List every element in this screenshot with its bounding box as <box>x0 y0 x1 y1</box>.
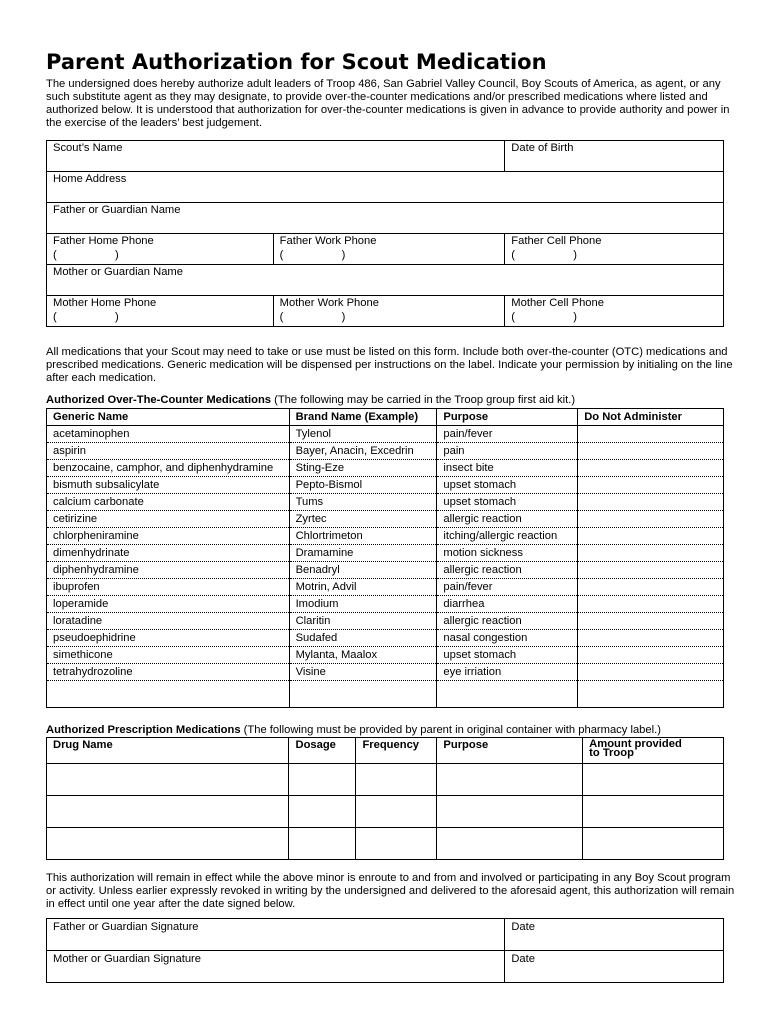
frequency-cell[interactable] <box>356 764 437 796</box>
mother-work-phone-field[interactable]: Mother Work Phone ( ) <box>273 296 505 327</box>
table-row <box>47 579 724 596</box>
table-row <box>47 528 724 545</box>
do-not-administer-cell[interactable] <box>578 664 724 681</box>
purpose-cell: itching/allergic reaction <box>437 528 578 545</box>
dosage-cell[interactable] <box>289 764 356 796</box>
otc-medications-table <box>46 408 724 708</box>
brand-name-cell: Pepto-Bismol <box>289 477 437 494</box>
table-row <box>47 764 724 796</box>
column-header: Frequency <box>356 738 437 764</box>
intro-paragraph: The undersigned does hereby authorize adult leaders of Troop 486, San Gabriel Valley Council, Boy Scouts of America, as agent, or any such substitute agent as they may designate, to provide over-the-counter medications and/or prescribed medications where listed and authorized below. It is understood that authorization for over-the-counter medications is given in advance to provide authority and power in the exercise of the leaders’ best judgement. <box>46 78 730 129</box>
table-row <box>47 828 724 860</box>
medications-note: All medications that your Scout may need to take or use must be listed on this form. Include both over-the-counter (OTC) medications and prescribed medications. Generic medication will be dispensed per instructions on the label. Indicate your permission by initialing on the line after each medication. <box>46 346 733 384</box>
amount-cell[interactable] <box>583 828 724 860</box>
drug-name-cell[interactable] <box>47 796 289 828</box>
purpose-cell: allergic reaction <box>437 613 578 630</box>
do-not-administer-cell[interactable] <box>578 460 724 477</box>
do-not-administer-cell[interactable] <box>578 494 724 511</box>
drug-name-cell[interactable] <box>47 764 289 796</box>
generic-name-cell: loperamide <box>47 596 290 613</box>
generic-name-cell: loratadine <box>47 613 290 630</box>
do-not-administer-cell[interactable] <box>578 528 724 545</box>
column-header: Do Not Administer <box>578 409 724 426</box>
generic-name-cell: acetaminophen <box>47 426 290 443</box>
brand-name-cell: Chlortrimeton <box>289 528 437 545</box>
brand-name-cell: Motrin, Advil <box>289 579 437 596</box>
generic-name-cell: simethicone <box>47 647 290 664</box>
scout-info-table <box>46 140 724 327</box>
table-row <box>47 796 724 828</box>
purpose-cell: pain/fever <box>437 579 578 596</box>
mother-date-field[interactable]: Date <box>505 951 724 983</box>
brand-name-cell: Benadryl <box>289 562 437 579</box>
frequency-cell[interactable] <box>356 796 437 828</box>
generic-name-cell: diphenhydramine <box>47 562 290 579</box>
purpose-cell: motion sickness <box>437 545 578 562</box>
table-row <box>47 647 724 664</box>
purpose-cell: nasal congestion <box>437 630 578 647</box>
father-work-phone-field[interactable]: Father Work Phone ( ) <box>273 234 505 265</box>
table-row <box>47 562 724 579</box>
signature-table <box>46 918 724 983</box>
prescription-table <box>46 737 724 860</box>
purpose-cell: allergic reaction <box>437 511 578 528</box>
brand-name-cell: Claritin <box>289 613 437 630</box>
do-not-administer-cell[interactable] <box>578 443 724 460</box>
column-header: Drug Name <box>47 738 289 764</box>
date-of-birth-field[interactable]: Date of Birth <box>505 141 724 172</box>
generic-name-cell: benzocaine, camphor, and diphenhydramine <box>47 460 290 477</box>
drug-name-cell[interactable] <box>47 828 289 860</box>
generic-name-cell: tetrahydrozoline <box>47 664 290 681</box>
rx-heading: Authorized Prescription Medications (The following must be provided by parent in original container with pharmacy label.) <box>46 724 661 736</box>
closing-paragraph: This authorization will remain in effect while the above minor is enroute to and from and involved or participating in any Boy Scout program or activity. Unless earlier expressly revoked in writing by the undersigned and delivered to the aforesaid agent, this authorization will remain in effect until one year after the date signed below. <box>46 872 735 910</box>
father-name-field[interactable]: Father or Guardian Name <box>47 203 724 234</box>
mother-name-field[interactable]: Mother or Guardian Name <box>47 265 724 296</box>
do-not-administer-cell[interactable] <box>578 630 724 647</box>
brand-name-cell: Tums <box>289 494 437 511</box>
otc-heading: Authorized Over-The-Counter Medications (The following may be carried in the Troop group first aid kit.) <box>46 394 576 406</box>
do-not-administer-cell[interactable] <box>578 545 724 562</box>
blank-cell[interactable] <box>578 681 724 708</box>
generic-name-cell: dimenhydrinate <box>47 545 290 562</box>
table-row <box>47 545 724 562</box>
table-row-blank <box>47 681 724 708</box>
do-not-administer-cell[interactable] <box>578 596 724 613</box>
frequency-cell[interactable] <box>356 828 437 860</box>
purpose-cell: upset stomach <box>437 647 578 664</box>
do-not-administer-cell[interactable] <box>578 426 724 443</box>
generic-name-cell: calcium carbonate <box>47 494 290 511</box>
brand-name-cell: Sudafed <box>289 630 437 647</box>
generic-name-cell: ibuprofen <box>47 579 290 596</box>
table-row <box>47 494 724 511</box>
generic-name-cell: cetirizine <box>47 511 290 528</box>
scout-name-field[interactable]: Scout’s Name <box>47 141 505 172</box>
table-row <box>47 460 724 477</box>
purpose-cell: pain/fever <box>437 426 578 443</box>
do-not-administer-cell[interactable] <box>578 562 724 579</box>
brand-name-cell: Sting-Eze <box>289 460 437 477</box>
table-row <box>47 511 724 528</box>
brand-name-cell: Zyrtec <box>289 511 437 528</box>
generic-name-cell: bismuth subsalicylate <box>47 477 290 494</box>
brand-name-cell: Imodium <box>289 596 437 613</box>
table-row <box>47 596 724 613</box>
table-row <box>47 630 724 647</box>
blank-cell[interactable] <box>437 681 578 708</box>
father-signature-field[interactable]: Father or Guardian Signature <box>47 919 505 951</box>
column-header: Purpose <box>437 738 583 764</box>
mother-cell-phone-field[interactable]: Mother Cell Phone ( ) <box>505 296 724 327</box>
brand-name-cell: Bayer, Anacin, Excedrin <box>289 443 437 460</box>
purpose-cell[interactable] <box>437 764 583 796</box>
purpose-cell: upset stomach <box>437 494 578 511</box>
generic-name-cell: pseudoephidrine <box>47 630 290 647</box>
generic-name-cell: aspirin <box>47 443 290 460</box>
table-row <box>47 613 724 630</box>
do-not-administer-cell[interactable] <box>578 647 724 664</box>
brand-name-cell: Dramamine <box>289 545 437 562</box>
father-cell-phone-field[interactable]: Father Cell Phone ( ) <box>505 234 724 265</box>
blank-cell[interactable] <box>289 681 437 708</box>
purpose-cell[interactable] <box>437 828 583 860</box>
table-row <box>47 443 724 460</box>
purpose-cell: eye irriation <box>437 664 578 681</box>
page-title: Parent Authorization for Scout Medication <box>46 50 547 74</box>
column-header-amount: Amount provided to Troop <box>583 738 724 764</box>
amount-cell[interactable] <box>583 764 724 796</box>
brand-name-cell: Tylenol <box>289 426 437 443</box>
purpose-cell: diarrhea <box>437 596 578 613</box>
purpose-cell: pain <box>437 443 578 460</box>
purpose-cell: upset stomach <box>437 477 578 494</box>
do-not-administer-cell[interactable] <box>578 613 724 630</box>
father-home-phone-field[interactable]: Father Home Phone ( ) <box>47 234 274 265</box>
generic-name-cell: chlorpheniramine <box>47 528 290 545</box>
brand-name-cell: Mylanta, Maalox <box>289 647 437 664</box>
table-row <box>47 664 724 681</box>
mother-signature-field[interactable]: Mother or Guardian Signature <box>47 951 505 983</box>
purpose-cell: insect bite <box>437 460 578 477</box>
purpose-cell[interactable] <box>437 796 583 828</box>
home-address-field[interactable]: Home Address <box>47 172 724 203</box>
table-row <box>47 426 724 443</box>
brand-name-cell: Visine <box>289 664 437 681</box>
column-header: Dosage <box>289 738 356 764</box>
column-header: Brand Name (Example) <box>289 409 437 426</box>
do-not-administer-cell[interactable] <box>578 511 724 528</box>
amount-cell[interactable] <box>583 796 724 828</box>
father-date-field[interactable]: Date <box>505 919 724 951</box>
do-not-administer-cell[interactable] <box>578 477 724 494</box>
blank-cell[interactable] <box>47 681 290 708</box>
column-header: Purpose <box>437 409 578 426</box>
do-not-administer-cell[interactable] <box>578 579 724 596</box>
table-row <box>47 477 724 494</box>
mother-home-phone-field[interactable]: Mother Home Phone ( ) <box>47 296 274 327</box>
dosage-cell[interactable] <box>289 828 356 860</box>
purpose-cell: allergic reaction <box>437 562 578 579</box>
column-header: Generic Name <box>47 409 290 426</box>
dosage-cell[interactable] <box>289 796 356 828</box>
